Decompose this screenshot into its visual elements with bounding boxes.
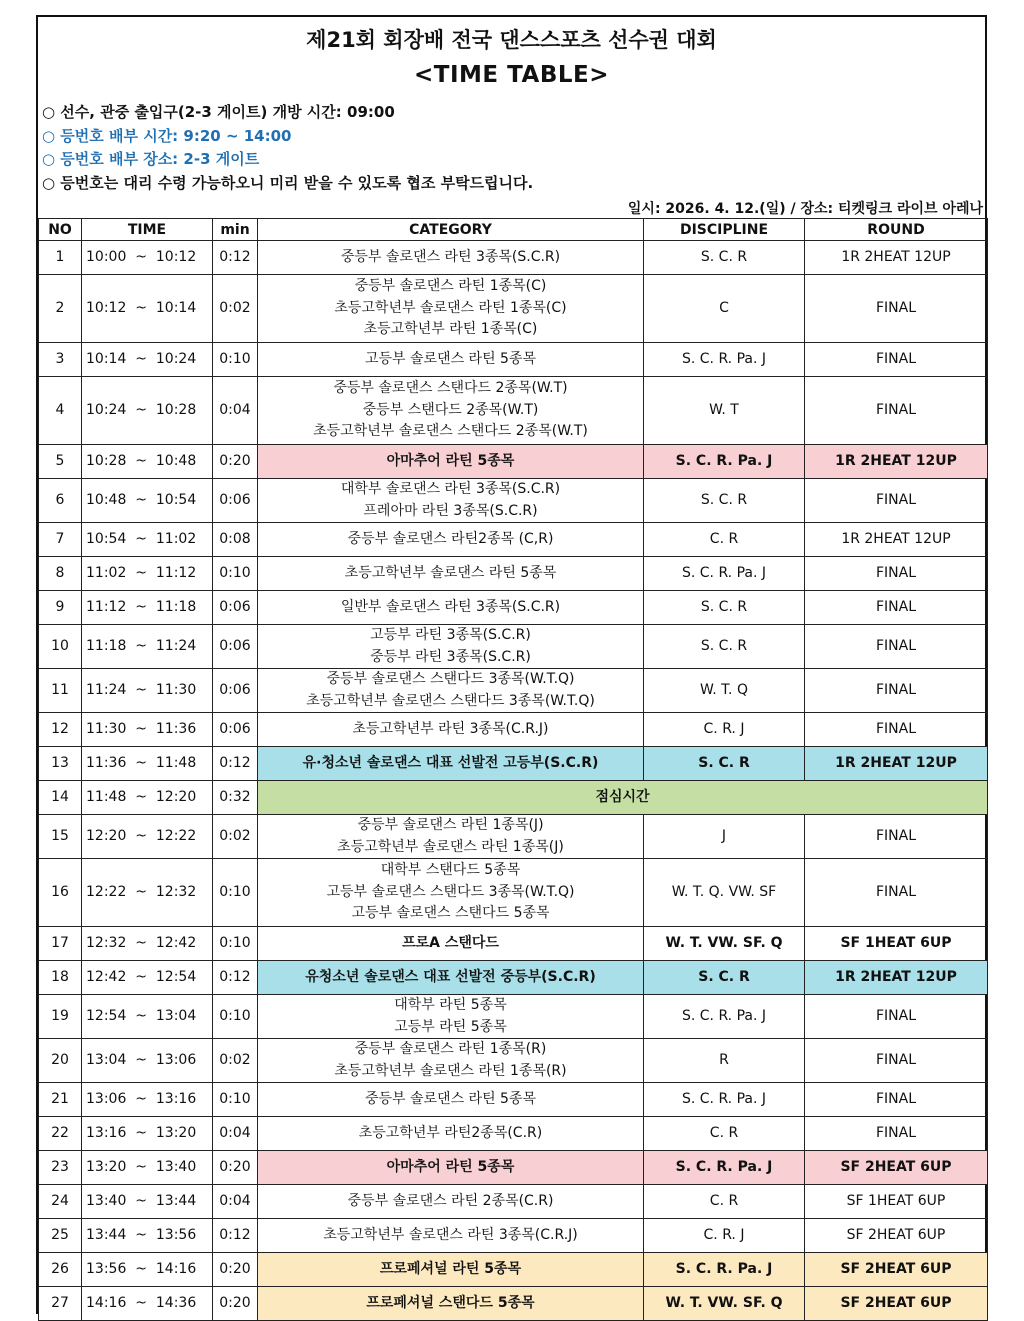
row-round: FINAL: [805, 713, 988, 747]
table-row: [39, 1083, 988, 1117]
row-no: 22: [39, 1117, 82, 1151]
row-round: SF 2HEAT 6UP: [805, 1253, 988, 1287]
row-duration: 0:20: [213, 445, 258, 479]
row-time: 10:12 ~ 10:14: [82, 275, 213, 343]
category-line: 점심시간: [595, 789, 650, 805]
row-duration: 0:12: [213, 961, 258, 995]
row-no: 5: [39, 445, 82, 479]
row-no: 2: [39, 275, 82, 343]
table-row: [39, 1151, 988, 1185]
row-duration: 0:32: [213, 781, 258, 815]
row-duration: 0:04: [213, 377, 258, 445]
page-title: 제21회 회장배 전국 댄스스포츠 선수권 대회: [306, 28, 717, 52]
row-category: [258, 927, 644, 961]
row-duration: 0:06: [213, 591, 258, 625]
row-round: FINAL: [805, 669, 988, 713]
table-header-row: [39, 219, 988, 241]
row-round: SF 1HEAT 6UP: [805, 927, 988, 961]
category-line: 프레아마 라틴 3종목(S.C.R): [363, 502, 538, 519]
row-category: [258, 815, 644, 859]
table-row: [39, 479, 988, 523]
row-time: 12:42 ~ 12:54: [82, 961, 213, 995]
row-no: 14: [39, 781, 82, 815]
row-category: [258, 859, 644, 927]
category-line: 중등부 솔로댄스 라틴 1종목(R): [354, 1041, 547, 1057]
row-time: 13:04 ~ 13:06: [82, 1039, 213, 1083]
col-header-discipline: DISCIPLINE: [644, 219, 805, 241]
row-time: 13:56 ~ 14:16: [82, 1253, 213, 1287]
category-line: 유청소년 솔로댄스 대표 선발전 중등부(S.C.R): [305, 968, 596, 985]
row-category: [258, 625, 644, 669]
row-discipline: S. C. R. Pa. J: [644, 1083, 805, 1117]
row-discipline: S. C. R. Pa. J: [644, 1253, 805, 1287]
row-category: [258, 445, 644, 479]
row-round: FINAL: [805, 1083, 988, 1117]
row-no: 9: [39, 591, 82, 625]
row-time: 10:14 ~ 10:24: [82, 343, 213, 377]
row-duration: 0:10: [213, 995, 258, 1039]
row-duration: 0:20: [213, 1253, 258, 1287]
row-time: 11:36 ~ 11:48: [82, 747, 213, 781]
category-line: 고등부 라틴 3종목(S.C.R): [370, 627, 531, 643]
row-discipline: W. T: [644, 377, 805, 445]
row-time: 10:24 ~ 10:28: [82, 377, 213, 445]
table-row: [39, 713, 988, 747]
category-line: 고등부 솔로댄스 라틴 5종목: [364, 350, 537, 367]
row-time: 12:22 ~ 12:32: [82, 859, 213, 927]
row-round: SF 2HEAT 6UP: [805, 1151, 988, 1185]
table-row: [39, 1219, 988, 1253]
category-line: 중등부 솔로댄스 스탠다드 2종목(W.T): [333, 380, 568, 397]
category-line: 고등부 라틴 5종목: [394, 1018, 507, 1035]
table-row: [39, 961, 988, 995]
schedule-table: [38, 218, 988, 1321]
row-discipline: S. C. R. Pa. J: [644, 995, 805, 1039]
table-row: [39, 859, 988, 927]
row-no: 18: [39, 961, 82, 995]
table-row: [39, 343, 988, 377]
row-round: 1R 2HEAT 12UP: [805, 445, 988, 479]
row-no: 7: [39, 523, 82, 557]
page-subtitle: <TIME TABLE>: [414, 62, 609, 88]
table-row: [39, 1185, 988, 1219]
row-time: 11:30 ~ 11:36: [82, 713, 213, 747]
row-category: [258, 669, 644, 713]
row-time: 11:48 ~ 12:20: [82, 781, 213, 815]
row-no: 16: [39, 859, 82, 927]
row-category: [258, 995, 644, 1039]
row-category: [258, 961, 644, 995]
row-duration: 0:04: [213, 1117, 258, 1151]
category-line: 중등부 라틴 3종목(S.C.R): [370, 648, 531, 665]
row-no: 26: [39, 1253, 82, 1287]
row-category: [258, 557, 644, 591]
row-duration: 0:12: [213, 1219, 258, 1253]
row-no: 27: [39, 1287, 82, 1321]
row-duration: 0:12: [213, 241, 258, 275]
row-duration: 0:12: [213, 747, 258, 781]
row-discipline: C. R: [644, 1117, 805, 1151]
row-round: FINAL: [805, 377, 988, 445]
row-no: 10: [39, 625, 82, 669]
table-row: [39, 445, 988, 479]
row-category: [258, 1151, 644, 1185]
row-no: 23: [39, 1151, 82, 1185]
category-line: 초등고학년부 라틴 3종목(C.R.J): [352, 720, 549, 737]
category-line: 중등부 솔로댄스 라틴2종목 (C,R): [347, 530, 554, 547]
row-discipline: S. C. R. Pa. J: [644, 1151, 805, 1185]
row-no: 21: [39, 1083, 82, 1117]
note-entrance-time: ○ 선수, 관중 출입구(2-3 게이트) 개방 시간: 09:00: [42, 103, 395, 121]
row-no: 24: [39, 1185, 82, 1219]
row-time: 11:02 ~ 11:12: [82, 557, 213, 591]
table-row: [39, 815, 988, 859]
row-round: FINAL: [805, 625, 988, 669]
row-round: FINAL: [805, 995, 988, 1039]
table-row: [39, 1039, 988, 1083]
row-time: 13:20 ~ 13:40: [82, 1151, 213, 1185]
table-row: [39, 625, 988, 669]
date-venue: 일시: 2026. 4. 12.(일) / 장소: 티켓링크 라이브 아레나: [627, 201, 983, 217]
category-line: 중등부 솔로댄스 스탠다드 3종목(W.T.Q): [326, 671, 575, 687]
category-line: 중등부 솔로댄스 라틴 1종목(C): [354, 278, 547, 295]
row-round: FINAL: [805, 859, 988, 927]
category-line: 대학부 솔로댄스 라틴 3종목(S.C.R): [340, 481, 561, 497]
row-time: 10:54 ~ 11:02: [82, 523, 213, 557]
table-row: [39, 241, 988, 275]
row-duration: 0:10: [213, 1083, 258, 1117]
category-line: 초등고학년부 솔로댄스 라틴 3종목(C.R.J): [323, 1226, 578, 1243]
table-row: [39, 669, 988, 713]
row-round: FINAL: [805, 479, 988, 523]
row-category: [258, 713, 644, 747]
row-discipline: C: [644, 275, 805, 343]
col-header-round: ROUND: [805, 219, 988, 241]
category-line: 중등부 솔로댄스 라틴 5종목: [364, 1090, 537, 1107]
row-discipline: S. C. R: [644, 625, 805, 669]
note-bib-time: ○ 등번호 배부 시간: 9:20 ~ 14:00: [42, 127, 292, 145]
row-duration: 0:06: [213, 625, 258, 669]
category-line: 초등고학년부 솔로댄스 라틴 1종목(R): [334, 1062, 567, 1079]
row-category: [258, 1287, 644, 1321]
row-discipline: C. R: [644, 523, 805, 557]
row-discipline: W. T. VW. SF. Q: [644, 927, 805, 961]
row-round: FINAL: [805, 815, 988, 859]
category-line: 프로페셔널 라틴 5종목: [379, 1260, 522, 1277]
category-line: 고등부 솔로댄스 스탠다드 3종목(W.T.Q): [326, 883, 575, 900]
row-category: [258, 1219, 644, 1253]
col-header-min: min: [213, 219, 258, 241]
category-line: 초등고학년부 솔로댄스 스탠다드 3종목(W.T.Q): [306, 692, 595, 709]
table-row: [39, 747, 988, 781]
row-discipline: S. C. R: [644, 961, 805, 995]
row-round: 1R 2HEAT 12UP: [805, 241, 988, 275]
row-round: 1R 2HEAT 12UP: [805, 747, 988, 781]
row-no: 20: [39, 1039, 82, 1083]
row-discipline: S. C. R. Pa. J: [644, 445, 805, 479]
row-discipline: S. C. R. Pa. J: [644, 557, 805, 591]
table-row: [39, 995, 988, 1039]
row-round: SF 2HEAT 6UP: [805, 1219, 988, 1253]
row-round: 1R 2HEAT 12UP: [805, 523, 988, 557]
category-line: 중등부 솔로댄스 라틴 1종목(J): [357, 817, 544, 833]
row-duration: 0:08: [213, 523, 258, 557]
table-row: [39, 1117, 988, 1151]
row-duration: 0:10: [213, 557, 258, 591]
category-line: 초등고학년부 라틴 1종목(C): [363, 321, 538, 338]
row-category: [258, 343, 644, 377]
row-duration: 0:02: [213, 1039, 258, 1083]
row-round: FINAL: [805, 1117, 988, 1151]
table-row: [39, 377, 988, 445]
row-no: 8: [39, 557, 82, 591]
category-line: 초등고학년부 솔로댄스 스탠다드 2종목(W.T): [313, 423, 588, 440]
row-time: 14:16 ~ 14:36: [82, 1287, 213, 1321]
col-header-no: NO: [39, 219, 82, 241]
row-no: 4: [39, 377, 82, 445]
category-line: 아마추어 라틴 5종목: [386, 452, 515, 469]
row-discipline: S. C. R: [644, 747, 805, 781]
category-line: 초등고학년부 솔로댄스 라틴 1종목(J): [337, 838, 564, 855]
row-category: [258, 1117, 644, 1151]
row-discipline: S. C. R. Pa. J: [644, 343, 805, 377]
row-category: [258, 1185, 644, 1219]
row-duration: 0:04: [213, 1185, 258, 1219]
row-time: 13:40 ~ 13:44: [82, 1185, 213, 1219]
row-duration: 0:02: [213, 815, 258, 859]
row-no: 17: [39, 927, 82, 961]
row-discipline: S. C. R: [644, 479, 805, 523]
row-discipline: S. C. R: [644, 241, 805, 275]
row-round: FINAL: [805, 557, 988, 591]
row-no: 1: [39, 241, 82, 275]
row-category: [258, 479, 644, 523]
table-row: [39, 275, 988, 343]
row-discipline: C. R. J: [644, 713, 805, 747]
category-line: 초등고학년부 솔로댄스 라틴 1종목(C): [334, 299, 567, 316]
row-discipline: J: [644, 815, 805, 859]
category-line: 초등고학년부 솔로댄스 라틴 5종목: [344, 564, 557, 581]
row-round: FINAL: [805, 591, 988, 625]
category-line: 고등부 솔로댄스 스탠다드 5종목: [351, 905, 550, 922]
row-no: 25: [39, 1219, 82, 1253]
row-duration: 0:06: [213, 713, 258, 747]
row-discipline: R: [644, 1039, 805, 1083]
row-time: 12:54 ~ 13:04: [82, 995, 213, 1039]
category-line: 아마추어 라틴 5종목: [386, 1158, 515, 1175]
row-category: [258, 747, 644, 781]
row-duration: 0:10: [213, 859, 258, 927]
row-category: [258, 1083, 644, 1117]
row-no: 12: [39, 713, 82, 747]
row-round: SF 1HEAT 6UP: [805, 1185, 988, 1219]
category-line: 중등부 솔로댄스 라틴 3종목(S.C.R): [340, 248, 561, 265]
table-row: [39, 927, 988, 961]
row-round: FINAL: [805, 275, 988, 343]
category-line: 대학부 라틴 5종목: [394, 997, 507, 1013]
row-time: 10:48 ~ 10:54: [82, 479, 213, 523]
category-line: 중등부 솔로댄스 라틴 2종목(C.R): [347, 1192, 554, 1209]
category-line: 프로A 스탠다드: [402, 934, 499, 951]
row-category: [258, 591, 644, 625]
table-row: [39, 523, 988, 557]
row-round: FINAL: [805, 343, 988, 377]
row-duration: 0:06: [213, 669, 258, 713]
row-no: 19: [39, 995, 82, 1039]
row-time: 10:28 ~ 10:48: [82, 445, 213, 479]
row-time: 10:00 ~ 10:12: [82, 241, 213, 275]
note-bib-proxy: ○ 등번호는 대리 수령 가능하오니 미리 받을 수 있도록 협조 부탁드립니다.: [42, 174, 534, 192]
row-discipline: S. C. R: [644, 591, 805, 625]
row-round: FINAL: [805, 1039, 988, 1083]
row-discipline: C. R: [644, 1185, 805, 1219]
row-no: 13: [39, 747, 82, 781]
row-discipline: W. T. VW. SF. Q: [644, 1287, 805, 1321]
row-no: 6: [39, 479, 82, 523]
table-row: [39, 557, 988, 591]
table-row: [39, 1253, 988, 1287]
note-bib-place: ○ 등번호 배부 장소: 2-3 게이트: [42, 150, 260, 168]
row-time: 13:16 ~ 13:20: [82, 1117, 213, 1151]
row-time: 12:20 ~ 12:22: [82, 815, 213, 859]
row-category: [258, 377, 644, 445]
timetable-sheet: [36, 15, 987, 1314]
row-time: 11:18 ~ 11:24: [82, 625, 213, 669]
row-duration: 0:06: [213, 479, 258, 523]
category-line: 프로페셔널 스탠다드 5종목: [366, 1294, 535, 1311]
row-time: 11:24 ~ 11:30: [82, 669, 213, 713]
row-discipline: W. T. Q: [644, 669, 805, 713]
category-line: 대학부 스탠다드 5종목: [380, 862, 521, 879]
row-duration: 0:20: [213, 1287, 258, 1321]
row-category: [258, 241, 644, 275]
row-no: 11: [39, 669, 82, 713]
row-no: 15: [39, 815, 82, 859]
row-category: [258, 523, 644, 557]
category-line: 일반부 솔로댄스 라틴 3종목(S.C.R): [340, 598, 561, 615]
row-duration: 0:02: [213, 275, 258, 343]
row-category: [258, 1253, 644, 1287]
row-duration: 0:10: [213, 343, 258, 377]
row-time: 13:44 ~ 13:56: [82, 1219, 213, 1253]
table-row: [39, 591, 988, 625]
row-round: SF 2HEAT 6UP: [805, 1287, 988, 1321]
row-time: 12:32 ~ 12:42: [82, 927, 213, 961]
row-round: 1R 2HEAT 12UP: [805, 961, 988, 995]
row-duration: 0:20: [213, 1151, 258, 1185]
row-time: 13:06 ~ 13:16: [82, 1083, 213, 1117]
table-row: [39, 1287, 988, 1321]
row-duration: 0:10: [213, 927, 258, 961]
category-line: 유·청소년 솔로댄스 대표 선발전 고등부(S.C.R): [302, 754, 599, 771]
row-time: 11:12 ~ 11:18: [82, 591, 213, 625]
row-lunch: [258, 781, 988, 815]
row-discipline: W. T. Q. VW. SF: [644, 859, 805, 927]
col-header-category: CATEGORY: [258, 219, 644, 241]
category-line: 초등고학년부 라틴2종목(C.R): [358, 1124, 543, 1141]
table-row: [39, 781, 988, 815]
row-category: [258, 1039, 644, 1083]
category-line: 중등부 스탠다드 2종목(W.T): [362, 401, 539, 418]
col-header-time: TIME: [82, 219, 213, 241]
row-category: [258, 275, 644, 343]
row-discipline: C. R. J: [644, 1219, 805, 1253]
row-no: 3: [39, 343, 82, 377]
